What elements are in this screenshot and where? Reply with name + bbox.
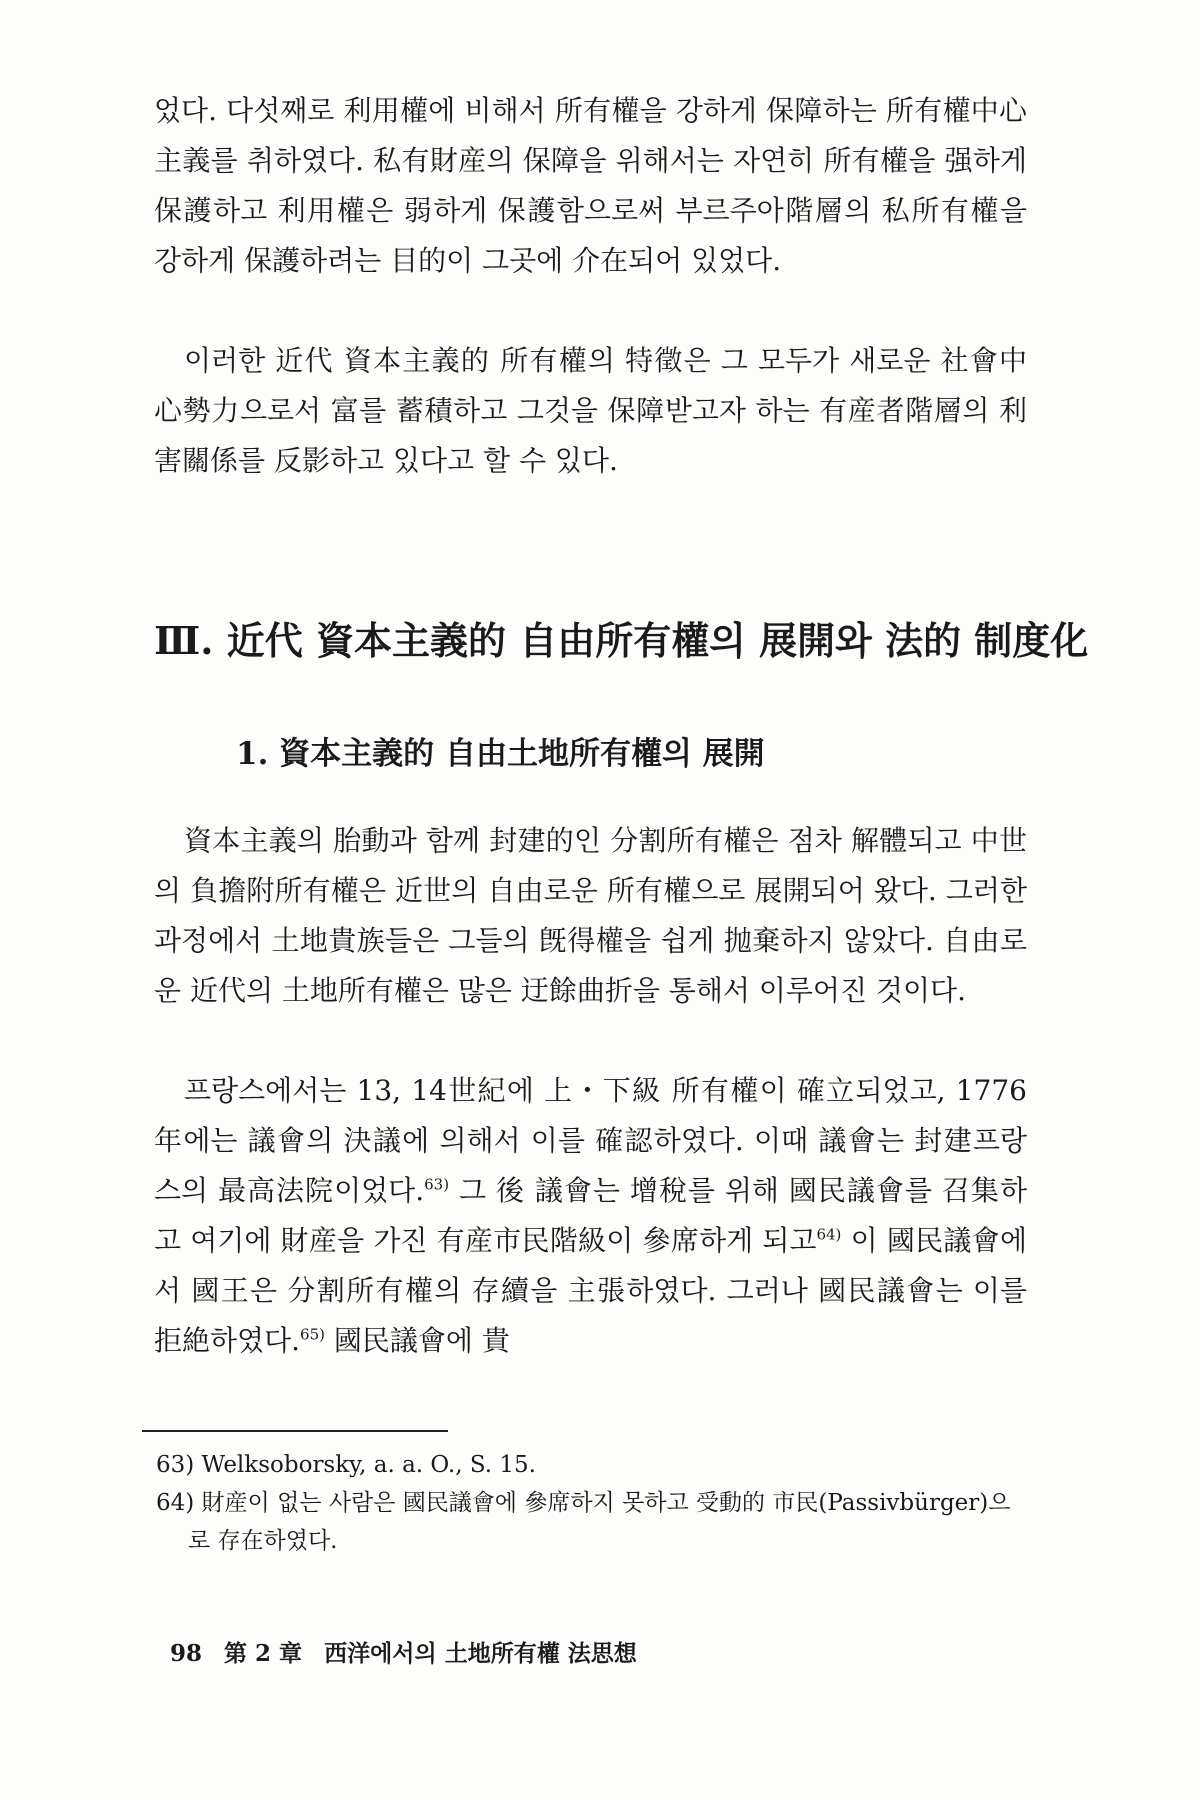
section-heading: Ⅲ. 近代 資本主義的 自由所有權의 展開와 法的 制度化 — [154, 618, 1089, 663]
footnote-ref-65: 65) — [300, 1325, 325, 1344]
footnote-divider — [142, 1430, 448, 1432]
footnote-63: 63) Welksoborsky, a. a. O., S. 15. — [156, 1452, 536, 1478]
paragraph-2: 이러한 近代 資本主義的 所有權의 特徵은 그 모두가 새로운 社會中心勢力으로서 富를 蓄積하고 그것을 保障받고자 하는 有産者階層의 利害關係를 反影하고 있다고 할 수 있다. — [154, 344, 1027, 477]
sub-heading: 1. 資本主義的 自由土地所有權의 展開 — [236, 736, 765, 772]
footnote-64: 64) 財産이 없는 사람은 國民議會에 參席하지 못하고 受動的 市民(Passivbürger)으로 存在하였다. — [156, 1490, 1011, 1554]
chapter-label: 第 2 章 — [224, 1640, 303, 1667]
paragraph-3: 資本主義의 胎動과 함께 封建的인 分割所有權은 점차 解體되고 中世의 負擔附所有權은 近世의 自由로운 所有權으로 展開되어 왔다. 그러한 과정에서 土地貴族들은 그들의 旣得權을 쉽게 抛棄하지 않았다. 自由로운 近代의 土地所有權은 많은 迂餘曲折을 통해서 이루어진 것이다. — [154, 824, 1027, 1007]
paragraph-4 — [154, 1066, 1027, 1366]
page-number: 98 — [170, 1640, 203, 1667]
paragraph-4-text-2: 그 後 議會는 增稅를 위해 國民議會를 召集하고 여기에 財産을 가진 有産市民階級이 參席하게 되고 — [154, 1174, 1027, 1257]
paragraph-4-text-1: 프랑스에서는 13, 14世紀에 上・下級 所有權이 確立되었고, 1776年에는 議會의 決議에 의해서 이를 確認하였다. 이때 議會는 封建프랑스의 最高法院이었다. — [154, 1074, 1027, 1207]
footnote-ref-63: 63) — [424, 1175, 450, 1194]
paragraph-1: 었다. 다섯째로 利用權에 비해서 所有權을 강하게 保障하는 所有權中心主義를 취하였다. 私有財産의 保障을 위해서는 자연히 所有權을 强하게 保護하고 利用權은 弱하게 保護함으로써 부르주아階層의 私所有權을 강하게 保護하려는 目的이 그곳에 介在되어 있었다. — [154, 94, 1027, 277]
chapter-title: 西洋에서의 土地所有權 法思想 — [324, 1640, 637, 1667]
footnote-ref-64: 64) — [816, 1225, 842, 1244]
page-footer — [170, 1635, 651, 1668]
paragraph-4-text-4: 國民議會에 貴 — [325, 1324, 510, 1357]
footnotes — [156, 1446, 1026, 1560]
paragraph-4-text-3: 이 國民議會에서 國王은 分割所有權의 存續을 主張하였다. 그러나 國民議會는 이를 拒絶하였다. — [154, 1224, 1027, 1357]
